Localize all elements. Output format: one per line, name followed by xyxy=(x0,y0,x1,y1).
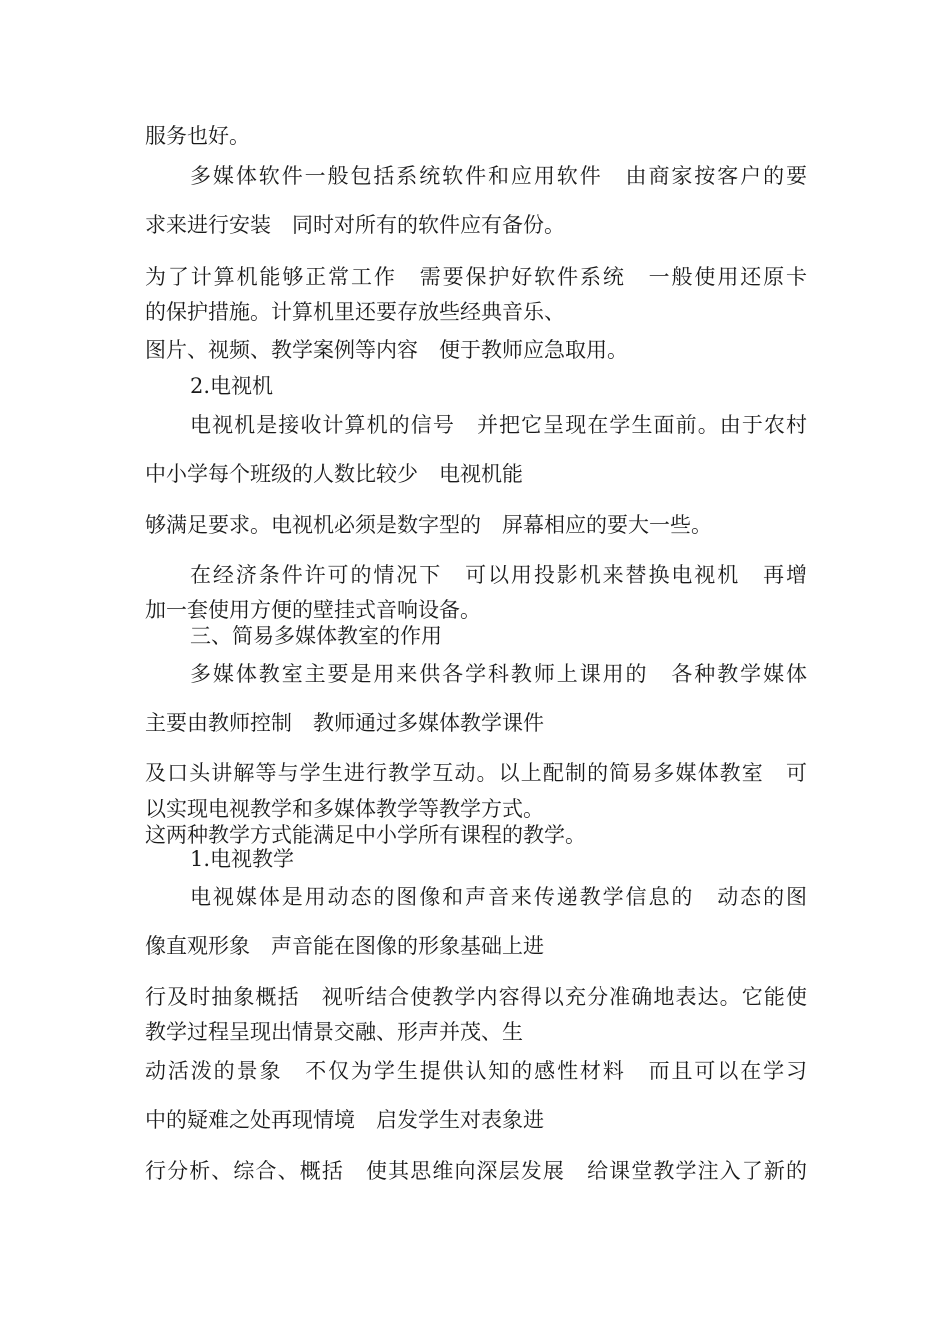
text-line: 行分析、综合、概括 使其思维向深层发展 给课堂教学注入了新的 xyxy=(145,1159,807,1183)
paragraph-first-line: 电视机是接收计算机的信号 并把它呈现在学生面前。由于农村 xyxy=(190,413,807,437)
text-line: 像直观形象 声音能在图像的形象基础上进 xyxy=(145,934,544,958)
text-line: 中小学每个班级的人数比较少 电视机能 xyxy=(145,462,523,486)
text-line: 行及时抽象概括 视听结合使教学内容得以充分准确地表达。它能使 xyxy=(145,985,807,1009)
text-line: 的保护措施。计算机里还要存放些经典音乐、 xyxy=(145,300,565,324)
section-heading: 1.电视教学 xyxy=(190,847,295,871)
text-line: 主要由教师控制 教师通过多媒体教学课件 xyxy=(145,711,544,735)
text-line: 及口头讲解等与学生进行教学互动。以上配制的简易多媒体教室 可 xyxy=(145,761,807,785)
section-heading: 2.电视机 xyxy=(190,374,274,398)
text-line: 为了计算机能够正常工作 需要保护好软件系统 一般使用还原卡 xyxy=(145,265,807,289)
text-line: 够满足要求。电视机必须是数字型的 屏幕相应的要大一些。 xyxy=(145,513,712,537)
paragraph-first-line: 在经济条件许可的情况下 可以用投影机来替换电视机 再增 xyxy=(190,563,807,587)
text-line: 加一套使用方便的壁挂式音响设备。 xyxy=(145,598,481,622)
text-line: 动活泼的景象 不仅为学生提供认知的感性材料 而且可以在学习 xyxy=(145,1059,807,1083)
text-line: 图片、视频、教学案例等内容 便于教师应急取用。 xyxy=(145,338,628,362)
text-line: 这两种教学方式能满足中小学所有课程的教学。 xyxy=(145,823,586,847)
text-line: 服务也好。 xyxy=(145,124,250,148)
text-line: 求来进行安装 同时对所有的软件应有备份。 xyxy=(145,213,565,237)
text-line: 以实现电视教学和多媒体教学等教学方式。 xyxy=(145,797,544,821)
text-line: 教学过程呈现出情景交融、形声并茂、生 xyxy=(145,1020,523,1044)
paragraph-first-line: 多媒体教室主要是用来供各学科教师上课用的 各种教学媒体 xyxy=(190,662,807,686)
paragraph-first-line: 多媒体软件一般包括系统软件和应用软件 由商家按客户的要 xyxy=(190,164,807,188)
paragraph-first-line: 电视媒体是用动态的图像和声音来传递教学信息的 动态的图 xyxy=(190,885,807,909)
section-heading: 三、简易多媒体教室的作用 xyxy=(190,624,442,648)
text-line: 中的疑难之处再现情境 启发学生对表象进 xyxy=(145,1108,544,1132)
